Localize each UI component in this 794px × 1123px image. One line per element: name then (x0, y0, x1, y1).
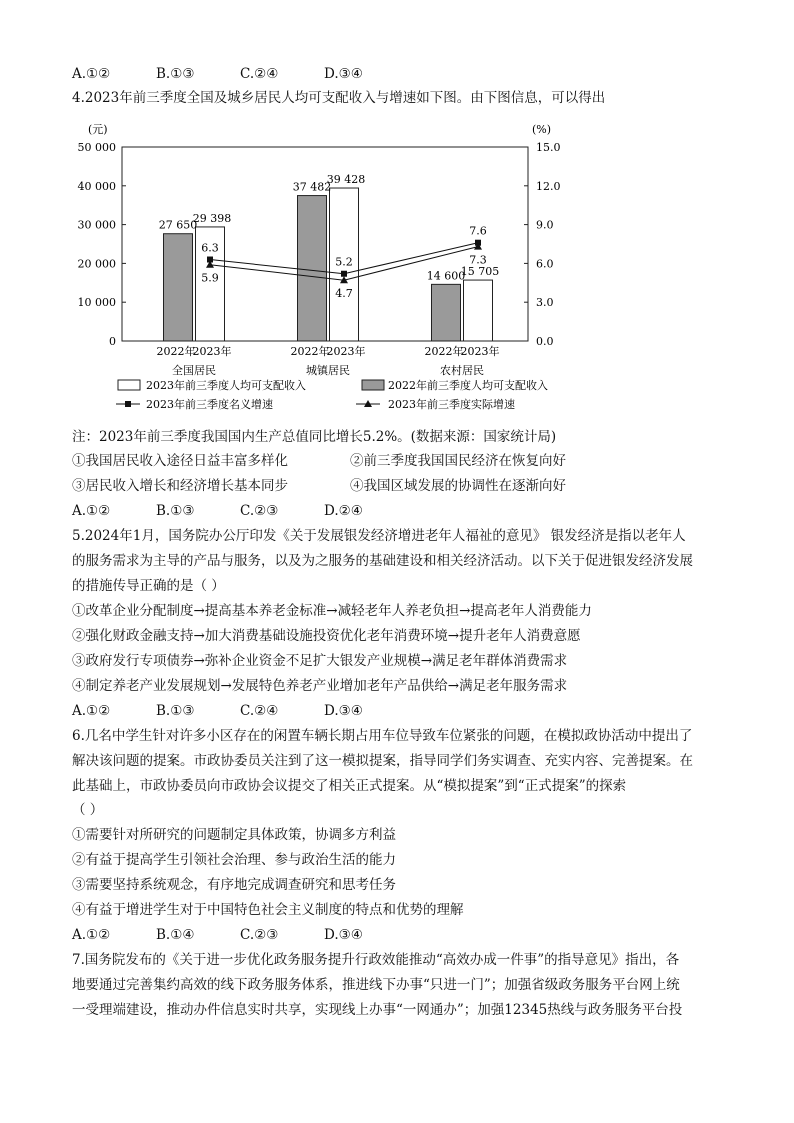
q3-options (72, 64, 408, 84)
legend-label-2023: 2023年前三季度人均可支配收入 (146, 379, 306, 392)
q5-statement-3: ③政府发行专项债券→弥补企业资金不足扩大银发产业规模→满足老年群体消费需求 (72, 653, 568, 669)
q5-option-d: D.③④ (324, 703, 363, 719)
q4-note: 注：2023年前三季度我国国内生产总值同比增长5.2%。(数据来源：国家统计局) (72, 429, 557, 445)
right-tick-label: 6.0 (536, 257, 554, 271)
q7-line-1: 7.国务院发布的《关于进一步优化政务服务提升行政效能推动“高效办成一件事”的指导意见》指出，各 (72, 952, 680, 968)
bar-2022 (298, 196, 327, 341)
q5-option-a: A.①② (72, 703, 111, 719)
q7-line-2: 地要通过完善集约高效的线下政务服务体系，推进线下办事“只进一门”；加强省级政务服务平台网上统 (72, 977, 680, 993)
left-tick-label: 0 (109, 335, 116, 348)
left-tick-label: 10 000 (77, 296, 116, 310)
q4-statements-row1 (72, 451, 566, 471)
category-label: 全国居民 (172, 364, 216, 377)
right-tick-label: 3.0 (536, 296, 554, 310)
left-axis-unit: (元) (88, 123, 108, 136)
q6-statement-3: ③需要坚持系统观念，有序地完成调查研究和思考任务 (72, 877, 396, 893)
q4-statement-4: ④我国区域发展的协调性在逐渐向好 (350, 478, 566, 494)
q5-line-2: 的服务需求为主导的产品与服务，以及为之服务的基础建设和相关经济活动。以下关于促进银发经济发展 (72, 553, 693, 569)
legend-marker-nominal (125, 401, 131, 407)
real-growth-label: 4.7 (335, 287, 353, 301)
q6-option-d: D.③④ (324, 927, 363, 943)
bar-2023-label: 15 705 (460, 265, 500, 279)
q4-option-b: B.①③ (156, 503, 195, 519)
q5-option-b: B.①③ (156, 703, 195, 719)
year-label-2023: 2023年 (326, 345, 366, 358)
q4-option-a: A.①② (72, 503, 111, 519)
left-tick-label: 20 000 (77, 257, 116, 271)
right-tick-label: 0.0 (536, 335, 554, 348)
nominal-growth-point (341, 271, 347, 277)
category-label: 城镇居民 (306, 364, 350, 377)
q4-statements-row2 (72, 476, 566, 496)
right-tick-label: 15.0 (536, 141, 561, 154)
q6-statement-4: ④有益于增进学生对于中国特色社会主义制度的特点和优势的理解 (72, 902, 464, 918)
right-tick-label: 9.0 (536, 218, 554, 232)
income-chart (72, 112, 592, 418)
q3-option-a: A.①② (72, 66, 111, 82)
left-tick-label: 40 000 (77, 179, 116, 193)
q4-statement-1: ①我国居民收入途径日益丰富多样化 (72, 453, 288, 469)
q6-statement-1: ①需要针对所研究的问题制定具体政策，协调多方利益 (72, 827, 396, 843)
q6-line-2: 解决该问题的提案。市政协委员关注到了这一模拟提案，指导同学们务实调查、充实内容、完善提案。在 (72, 753, 693, 769)
q3-option-c: C.②④ (240, 66, 279, 82)
real-growth-label: 5.9 (201, 271, 219, 285)
right-tick-label: 12.0 (536, 179, 561, 193)
q6-option-c: C.②③ (240, 927, 279, 943)
legend-swatch-2022 (362, 380, 384, 390)
q6-option-b: B.①④ (156, 927, 195, 943)
legend-label-real: 2023年前三季度实际增速 (388, 398, 515, 411)
q5-statement-4: ④制定养老产业发展规划→发展特色养老产业增加老年产品供给→满足老年服务需求 (72, 678, 568, 694)
year-label-2022: 2022年 (156, 345, 196, 358)
q6-line-3: 此基础上，市政协委员向市政协会议提交了相关正式提案。从“模拟提案”到“正式提案”的探索 (72, 778, 627, 794)
bar-2023 (464, 280, 493, 341)
q7-line-3: 一受理端建设，推动办件信息实时共享，实现线上办事“一网通办”；加强12345热线与政务服务平台投 (72, 1002, 683, 1018)
right-axis-unit: (%) (532, 123, 552, 136)
q5-options (72, 701, 408, 721)
q5-option-c: C.②④ (240, 703, 279, 719)
q5-statement-2: ②强化财政金融支持→加大消费基础设施投资优化老年消费环境→提升老年人消费意愿 (72, 628, 581, 644)
q4-stem: 4.2023年前三季度全国及城乡居民人均可支配收入与增速如下图。由下图信息，可以得出 (72, 90, 606, 106)
q6-option-a: A.①② (72, 927, 111, 943)
q5-line-3: 的措施传导正确的是（ ） (72, 578, 225, 594)
legend-label-2022: 2022年前三季度人均可支配收入 (388, 379, 548, 392)
q6-line-1: 6.几名中学生针对许多小区存在的闲置车辆长期占用车位导致车位紧张的问题，在模拟政协活动中提出了 (72, 728, 693, 744)
nominal-growth-label: 5.2 (335, 255, 353, 269)
q4-option-d: D.②④ (324, 503, 363, 519)
q4-options (72, 501, 408, 521)
bar-2022-label: 27 650 (158, 218, 198, 232)
real-growth-label: 7.3 (469, 253, 487, 267)
q4-statement-2: ②前三季度我国国民经济在恢复向好 (350, 453, 566, 469)
year-label-2023: 2023年 (192, 345, 232, 358)
bar-2023-label: 39 428 (326, 173, 366, 187)
bar-2023-label: 29 398 (192, 211, 232, 225)
q3-option-d: D.③④ (324, 66, 363, 82)
bar-2022 (432, 284, 461, 341)
q4-statement-3: ③居民收入增长和经济增长基本同步 (72, 478, 288, 494)
legend-swatch-2023 (118, 380, 140, 390)
bar-2022-label: 37 482 (292, 180, 332, 194)
bar-2022 (164, 234, 193, 341)
left-tick-label: 30 000 (77, 218, 116, 232)
nominal-growth-label: 6.3 (201, 241, 219, 255)
legend-label-nominal: 2023年前三季度名义增速 (146, 398, 273, 411)
q4-option-c: C.②③ (240, 503, 279, 519)
q6-line-4: （ ） (72, 802, 104, 818)
nominal-growth-label: 7.6 (469, 224, 487, 238)
q5-line-1: 5.2024年1月，国务院办公厅印发《关于发展银发经济增进老年人福祉的意见》 银发经济是指以老年人 (72, 528, 686, 544)
category-label: 农村居民 (440, 364, 484, 377)
left-tick-label: 50 000 (77, 141, 116, 154)
q6-options (72, 925, 408, 945)
year-label-2022: 2022年 (424, 345, 464, 358)
q5-statement-1: ①改革企业分配制度→提高基本养老金标准→减轻老年人养老负担→提高老年人消费能力 (72, 603, 592, 619)
year-label-2023: 2023年 (460, 345, 500, 358)
q3-option-b: B.①③ (156, 66, 195, 82)
q6-statement-2: ②有益于提高学生引领社会治理、参与政治生活的能力 (72, 852, 396, 868)
year-label-2022: 2022年 (290, 345, 330, 358)
bar-2022-label: 14 600 (426, 269, 466, 283)
